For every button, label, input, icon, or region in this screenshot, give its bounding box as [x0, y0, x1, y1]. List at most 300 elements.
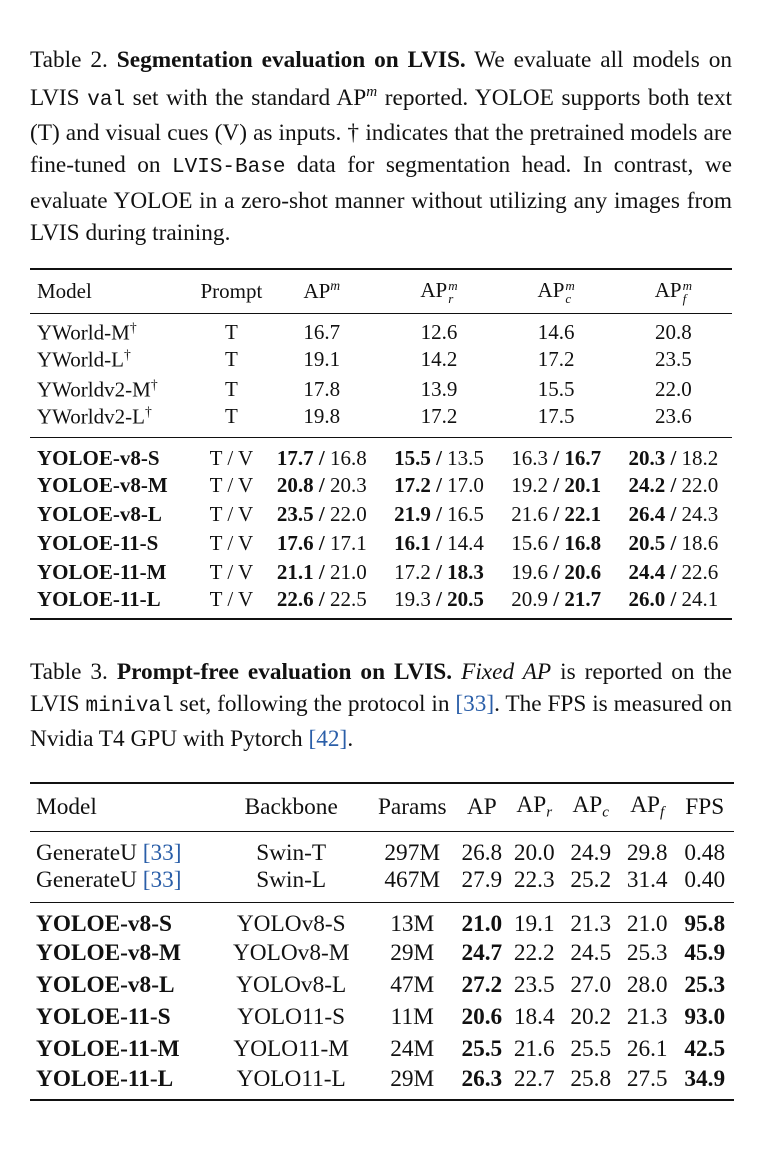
cell-backbone: YOLO11-S — [237, 1004, 346, 1030]
cell-apr: 22.2 — [513, 940, 555, 966]
separator: / — [548, 586, 565, 611]
header-params: Params — [367, 783, 458, 831]
cell-fps — [675, 1002, 734, 1034]
cell-params: 29M — [390, 1065, 435, 1092]
model-name: YOLOE-11-S — [36, 1004, 171, 1030]
cell-apc: 24.5 — [570, 940, 612, 966]
header-model: Model — [30, 783, 216, 831]
cell-apf: 25.3 — [626, 940, 668, 966]
apf-text-value: 26.0 — [628, 586, 666, 611]
apc-text-value: 16.3 — [511, 445, 548, 470]
apc-text-value: 21.6 — [511, 501, 548, 526]
header-backbone: Backbone — [216, 783, 367, 831]
ap-visual-value: 17.1 — [329, 530, 367, 555]
apf-visual-value: 18.2 — [681, 445, 719, 470]
model-name: YWorld-M — [37, 320, 130, 344]
caption-text: reported. YOLOE supports both text (T) and visual cues (V) as inputs. † indicates that the pretrained models are fine-tuned on — [30, 84, 732, 179]
cell-params: 24M — [390, 1036, 435, 1062]
dagger-mark: † — [150, 376, 158, 392]
table3 — [30, 782, 734, 1101]
cell-model — [30, 867, 216, 903]
table2 — [30, 268, 732, 620]
header-apr-text: AP — [516, 792, 547, 819]
cell-apf — [615, 558, 732, 587]
header-fps: FPS — [675, 783, 734, 831]
sup: m — [682, 277, 693, 293]
separator: / — [430, 530, 448, 555]
separator: / — [313, 501, 330, 526]
table-row — [30, 375, 732, 405]
model-name: YOLOE-11-L — [37, 586, 161, 611]
cell-model — [30, 970, 216, 1002]
cell-apf: 21.3 — [626, 1004, 668, 1030]
cell-apf: 20.8 — [655, 319, 692, 344]
apr-visual-value: 14.4 — [447, 530, 484, 555]
table3-yoloe-group — [30, 902, 734, 1100]
table-row — [30, 345, 732, 375]
apc-text-value: 20.9 — [511, 586, 548, 611]
cell-model — [30, 831, 216, 867]
separator: / — [665, 559, 682, 584]
table-row — [30, 1034, 734, 1066]
header-apr-text: AP — [420, 277, 448, 302]
cell-backbone: YOLO11-L — [236, 1065, 346, 1092]
cell-ap — [263, 437, 380, 471]
header-apf-text: AP — [654, 277, 682, 302]
ap-value: 25.5 — [461, 1036, 503, 1062]
apr-visual-value: 18.3 — [447, 559, 484, 584]
cell-prompt: T — [200, 404, 264, 437]
cell-backbone: YOLOv8-L — [236, 972, 347, 998]
dagger-mark: † — [144, 404, 152, 419]
cell-apc: 20.2 — [570, 1004, 612, 1030]
model-name: YOLOE-11-M — [37, 559, 167, 584]
apf-visual-value: 24.1 — [681, 586, 719, 611]
table2-caption — [30, 44, 732, 249]
header-apf-text: AP — [630, 792, 660, 819]
cell-backbone: Swin-L — [216, 867, 367, 903]
cell-backbone: Swin-T — [256, 839, 327, 866]
ap-value: 27.2 — [461, 972, 503, 998]
model-name: YOLOE-v8-M — [36, 940, 181, 966]
separator: / — [430, 501, 448, 526]
cell-ap: 17.8 — [303, 376, 341, 401]
table-row — [30, 500, 732, 529]
apr-text-value: 19.3 — [394, 586, 431, 611]
cell-apr: 14.2 — [420, 347, 458, 372]
cell-prompt: T / V — [209, 501, 254, 526]
header-apc-text: AP — [537, 277, 565, 302]
ap-value: 21.0 — [461, 910, 503, 937]
cell-ap — [263, 500, 380, 529]
cell-prompt: T / V — [209, 530, 254, 555]
cell-apf: 23.6 — [615, 404, 732, 437]
ap-text-value: 17.7 — [276, 445, 314, 470]
apr-visual-value: 17.0 — [447, 472, 484, 497]
cell-apf — [615, 587, 732, 619]
header-apr-supsub — [448, 279, 457, 305]
table-row — [30, 313, 732, 345]
model-name: YWorld-L — [37, 347, 124, 372]
cell-params: 47M — [390, 972, 435, 998]
cell-model — [30, 529, 200, 558]
separator: / — [313, 530, 330, 555]
table2-baseline-group — [30, 313, 732, 437]
separator: / — [665, 586, 682, 611]
separator: / — [548, 472, 565, 497]
caption-text: is reported on the LVIS — [30, 659, 733, 718]
apf-text-value: 24.4 — [628, 559, 666, 584]
cell-apc — [498, 587, 615, 619]
cell-apr — [380, 500, 497, 529]
table-row — [30, 867, 734, 903]
apr-text-value: 17.2 — [394, 559, 431, 584]
cell-apc: 24.9 — [570, 839, 612, 866]
cell-fps: 0.48 — [684, 839, 726, 866]
cell-apc: 21.3 — [570, 910, 612, 937]
citation-link[interactable]: [42] — [308, 726, 348, 753]
apr-text-value: 17.2 — [394, 472, 431, 497]
cell-apr: 23.5 — [513, 972, 555, 998]
cell-apf: 27.5 — [626, 1065, 668, 1092]
cell-apc: 25.2 — [563, 867, 619, 903]
cell-model — [30, 500, 200, 529]
cell-apc — [498, 558, 615, 587]
fixed-ap: Fixed AP — [461, 659, 552, 685]
model-name: YOLOE-v8-S — [37, 445, 160, 470]
separator: / — [313, 445, 330, 470]
cell-apr — [380, 529, 497, 558]
separator: / — [665, 472, 682, 497]
model-name: YOLOE-v8-L — [37, 501, 162, 526]
table-row — [30, 529, 732, 558]
cell-ap — [458, 970, 506, 1002]
header-prompt: Prompt — [200, 269, 264, 313]
sub: f — [659, 805, 665, 822]
apc-text-value: 19.2 — [511, 472, 548, 497]
sub: c — [602, 805, 609, 822]
table3-header-row — [30, 783, 734, 831]
cell-apc — [498, 529, 615, 558]
model-name: YOLOE-11-M — [36, 1036, 180, 1062]
cell-apf: 28.0 — [626, 972, 668, 998]
sup: m — [448, 277, 458, 293]
ap-text-value: 21.1 — [276, 559, 314, 584]
cell-apr: 12.6 — [420, 319, 458, 344]
ap-text-value: 20.8 — [276, 472, 314, 497]
model-name: GenerateU — [36, 839, 137, 866]
table-row — [30, 587, 732, 619]
model-name: YOLOE-11-S — [37, 530, 159, 555]
cell-prompt: T / V — [209, 445, 254, 470]
header-model: Model — [30, 269, 200, 313]
cell-ap — [458, 1002, 506, 1034]
separator: / — [313, 559, 330, 584]
table2-header-row — [30, 269, 732, 313]
cell-ap — [458, 938, 506, 970]
table-row — [30, 1066, 734, 1100]
cell-fps — [675, 902, 734, 938]
cell-apr: 22.7 — [513, 1065, 555, 1092]
cell-apr: 17.2 — [380, 404, 497, 437]
apf-text-value: 24.2 — [628, 472, 666, 497]
minival-code: minival — [85, 695, 174, 719]
cell-prompt: T / V — [209, 586, 254, 611]
cell-apr: 21.6 — [513, 1036, 555, 1062]
header-apf — [619, 783, 675, 831]
table2-label: Table 2. — [30, 47, 108, 73]
cell-prompt: T / V — [209, 559, 254, 584]
cell-apf: 22.0 — [655, 376, 692, 401]
caption-text: We evaluate all models on LVIS — [30, 47, 733, 111]
cell-apf: 23.5 — [655, 347, 692, 372]
cell-params: 297M — [384, 839, 441, 866]
table-row — [30, 970, 734, 1002]
apc-text-value: 15.6 — [511, 530, 548, 555]
apf-text-value: 20.5 — [628, 530, 666, 555]
cell-apr: 20.0 — [513, 839, 555, 866]
separator: / — [313, 586, 330, 611]
apr-text-value: 15.5 — [394, 445, 431, 470]
ap-text-value: 22.6 — [276, 586, 314, 611]
header-apc-text: AP — [572, 792, 603, 819]
cell-apc: 27.0 — [570, 972, 612, 998]
apc-visual-value: 20.6 — [564, 559, 602, 584]
cell-apc — [498, 500, 615, 529]
cell-params: 29M — [390, 940, 435, 966]
apc-visual-value: 22.1 — [564, 501, 602, 526]
ap-visual-value: 20.3 — [329, 472, 367, 497]
cell-ap: 19.8 — [263, 404, 380, 437]
cell-apf: 31.4 — [619, 867, 675, 903]
caption-text: set with the standard AP — [125, 84, 367, 111]
cell-apr: 18.4 — [513, 1004, 555, 1030]
cell-fps — [675, 970, 734, 1002]
apc-text-value: 19.6 — [511, 559, 548, 584]
ap-value: 24.7 — [461, 940, 503, 966]
header-apc — [498, 269, 615, 313]
cell-apr — [380, 558, 497, 587]
fps-value: 95.8 — [684, 910, 726, 937]
cell-params: 13M — [390, 910, 435, 937]
separator: / — [430, 559, 448, 584]
cell-apf — [615, 529, 732, 558]
apf-visual-value: 24.3 — [681, 501, 719, 526]
header-apf — [615, 269, 732, 313]
table-row — [30, 471, 732, 500]
ap-text-value: 17.6 — [276, 530, 314, 555]
apc-visual-value: 16.8 — [564, 530, 602, 555]
caption-text: . — [347, 726, 354, 753]
fps-value: 42.5 — [684, 1036, 726, 1062]
cell-model — [30, 902, 216, 938]
fps-value: 45.9 — [684, 940, 726, 966]
cell-apc: 25.8 — [570, 1065, 612, 1092]
cell-backbone: YOLOv8-S — [236, 910, 346, 937]
model-name: YOLOE-11-L — [36, 1065, 174, 1092]
cell-apc — [498, 471, 615, 500]
model-name: YWorldv2-M — [37, 377, 151, 401]
cell-model — [30, 345, 200, 375]
header-apc-supsub — [565, 279, 574, 305]
cell-prompt: T / V — [209, 472, 254, 497]
cell-model — [30, 1034, 216, 1066]
cell-ap: 19.1 — [303, 347, 341, 372]
dagger-mark: † — [123, 347, 131, 362]
ap-visual-value: 16.8 — [329, 445, 367, 470]
cell-ap — [263, 529, 380, 558]
cell-apf: 21.0 — [626, 910, 668, 937]
caption-text: set, following the protocol in — [173, 691, 456, 718]
separator: / — [548, 530, 565, 555]
apf-visual-value: 22.0 — [681, 472, 719, 497]
cell-ap: 16.7 — [303, 319, 341, 344]
header-ap-text: AP — [303, 279, 331, 304]
cell-fps — [675, 1066, 734, 1100]
cell-ap — [458, 1066, 506, 1100]
apr-text-value: 16.1 — [394, 530, 431, 555]
cell-apc — [498, 437, 615, 471]
cell-apr — [380, 437, 497, 471]
separator: / — [548, 445, 565, 470]
fps-value: 25.3 — [684, 972, 726, 998]
cell-prompt: T — [225, 319, 238, 344]
cell-model — [30, 437, 200, 471]
apr-visual-value: 13.5 — [447, 445, 484, 470]
table-row — [30, 831, 734, 867]
cell-model — [30, 471, 200, 500]
cell-apr: 19.1 — [513, 910, 555, 937]
table-row — [30, 558, 732, 587]
cell-apc: 25.5 — [570, 1036, 612, 1062]
cell-params: 11M — [390, 1004, 434, 1030]
citation-link[interactable]: [33] — [142, 839, 182, 866]
model-name: YOLOE-v8-L — [36, 972, 175, 998]
header-ap: AP — [458, 783, 506, 831]
table3-baseline-group — [30, 831, 734, 902]
cell-model — [30, 1002, 216, 1034]
table-row — [30, 404, 732, 437]
val-code: val — [87, 88, 126, 112]
ap-visual-value: 22.0 — [329, 501, 367, 526]
cell-apf — [615, 437, 732, 471]
separator: / — [548, 559, 565, 584]
cell-model — [30, 313, 200, 345]
cell-prompt: T — [225, 347, 238, 372]
table3-label: Table 3. — [30, 659, 108, 685]
ap-value: 26.3 — [461, 1065, 503, 1092]
header-ap-sup: m — [330, 278, 341, 294]
cell-ap — [263, 471, 380, 500]
ap-value: 20.6 — [461, 1004, 503, 1030]
cell-fps — [675, 938, 734, 970]
cell-apf — [615, 471, 732, 500]
cell-fps — [675, 1034, 734, 1066]
cell-prompt: T — [225, 376, 238, 401]
ap-text-value: 23.5 — [276, 501, 314, 526]
cell-model — [30, 587, 200, 619]
separator: / — [430, 445, 448, 470]
cell-apr: 13.9 — [420, 376, 458, 401]
apr-text-value: 21.9 — [394, 501, 431, 526]
header-apf-supsub — [683, 279, 692, 305]
ap-visual-value: 21.0 — [329, 559, 367, 584]
sub: f — [682, 290, 687, 306]
cell-model — [30, 375, 200, 405]
table3-title: Prompt-free evaluation on LVIS. — [116, 659, 453, 685]
table-row — [30, 902, 734, 938]
sup: m — [565, 277, 575, 293]
apc-visual-value: 20.1 — [564, 472, 602, 497]
cell-model — [30, 558, 200, 587]
cell-apc: 17.5 — [498, 404, 615, 437]
cell-apc: 14.6 — [537, 319, 575, 344]
lvis-base-code: LVIS-Base — [172, 156, 286, 180]
cell-apf: 26.1 — [626, 1036, 668, 1062]
table2-yoloe-group — [30, 437, 732, 619]
cell-ap — [263, 587, 380, 619]
model-name: GenerateU — [36, 866, 137, 893]
cell-fps: 0.40 — [675, 867, 734, 903]
table2-title: Segmentation evaluation on LVIS. — [116, 47, 466, 73]
cell-backbone: YOLOv8-M — [232, 940, 350, 966]
cell-apf: 29.8 — [626, 839, 668, 866]
table-row — [30, 1002, 734, 1034]
separator: / — [430, 472, 448, 497]
fps-value: 34.9 — [684, 1065, 726, 1092]
cell-ap — [263, 558, 380, 587]
apf-text-value: 20.3 — [628, 445, 666, 470]
cell-ap — [458, 1034, 506, 1066]
separator: / — [430, 586, 448, 611]
caption-text: . The FPS is measured on Nvidia T4 GPU with Pytorch — [30, 691, 732, 753]
apr-visual-value: 16.5 — [447, 501, 484, 526]
citation-link[interactable]: [33] — [455, 691, 495, 718]
separator: / — [665, 445, 682, 470]
header-apr — [506, 783, 562, 831]
separator: / — [548, 501, 565, 526]
cell-backbone: YOLO11-M — [233, 1036, 350, 1062]
cell-apc: 15.5 — [537, 376, 575, 401]
cell-apf — [615, 500, 732, 529]
cell-ap: 26.8 — [461, 839, 503, 866]
citation-link[interactable]: [33] — [142, 866, 182, 893]
model-name: YWorldv2-L — [37, 404, 145, 429]
cell-model — [30, 1066, 216, 1100]
header-apr — [380, 269, 497, 313]
sub: c — [565, 290, 572, 306]
model-name: YOLOE-v8-S — [36, 910, 172, 937]
separator: / — [313, 472, 330, 497]
ap-superscript: m — [366, 84, 378, 101]
cell-model — [30, 404, 200, 437]
table-row — [30, 437, 732, 471]
apc-visual-value: 21.7 — [564, 586, 602, 611]
apf-text-value: 26.4 — [628, 501, 666, 526]
cell-apr: 22.3 — [506, 867, 562, 903]
separator: / — [665, 501, 682, 526]
cell-apc: 17.2 — [537, 347, 575, 372]
model-name: YOLOE-v8-M — [37, 472, 168, 497]
table-row — [30, 938, 734, 970]
cell-apr — [380, 471, 497, 500]
ap-visual-value: 22.5 — [329, 586, 367, 611]
apf-visual-value: 22.6 — [681, 559, 719, 584]
fps-value: 93.0 — [684, 1004, 726, 1030]
separator: / — [665, 530, 682, 555]
apr-visual-value: 20.5 — [447, 586, 484, 611]
sub: r — [448, 290, 454, 306]
